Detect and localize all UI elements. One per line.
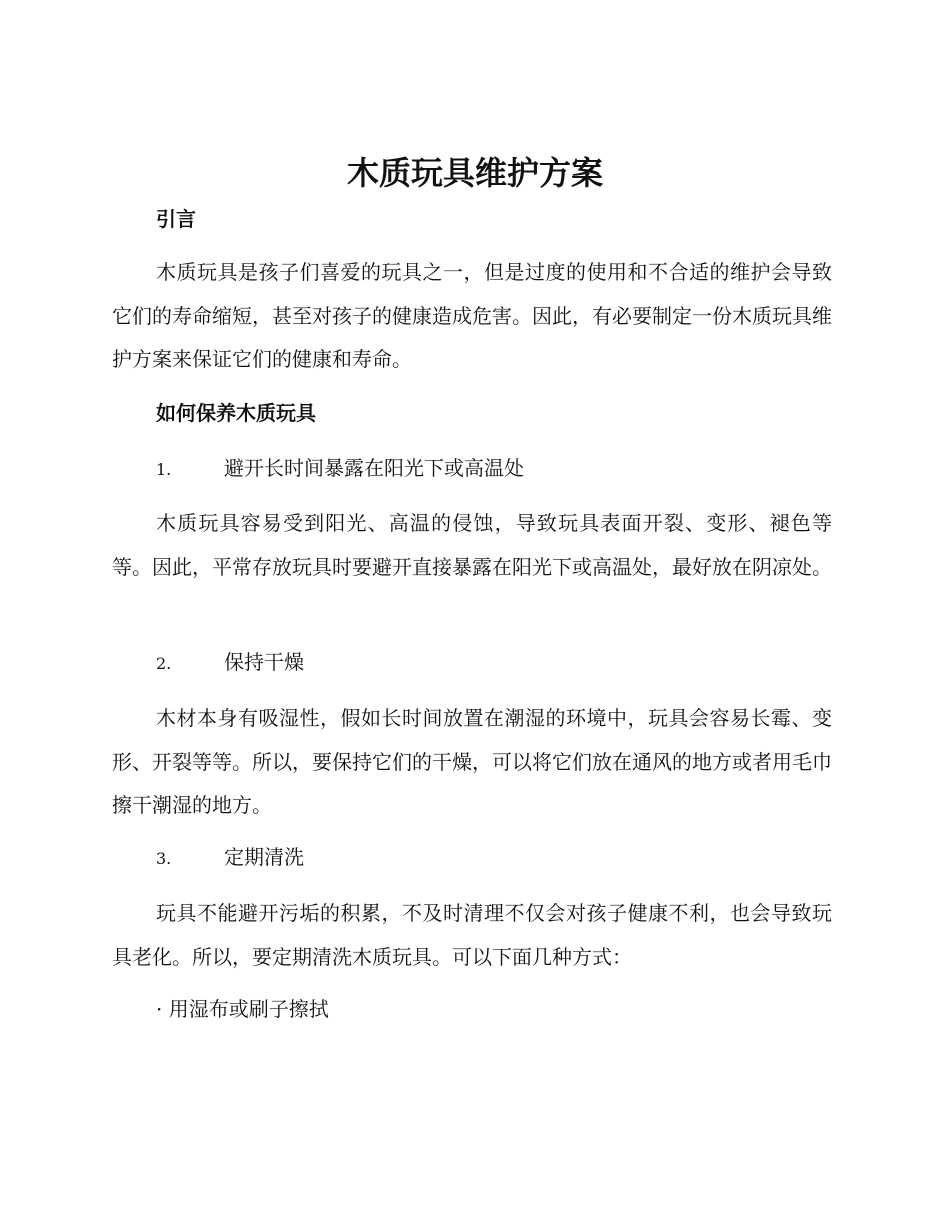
item-number: 2. [156,654,172,673]
numbered-item-3 [156,842,304,874]
bullet-item: · 用湿布或刷子擦拭 [156,997,329,1021]
item-number: 3. [156,849,172,868]
item-2-paragraph: 木材本身有吸湿性，假如长时间放置在潮湿的环境中，玩具会容易长霉、变形、开裂等等。所以，要保持它们的干燥，可以将它们放在通风的地方或者用毛巾擦干潮湿的地方。 [112,706,832,817]
care-heading: 如何保养木质玩具 [156,401,316,425]
item-number: 1. [156,460,172,479]
item-1-paragraph: 木质玩具容易受到阳光、高温的侵蚀，导致玩具表面开裂、变形、褪色等等。因此，平常存放玩具时要避开直接暴露在阳光下或高温处，最好放在阴凉处。 [112,511,832,579]
item-title: 定期清洗 [224,845,304,869]
numbered-item-1 [156,453,524,485]
item-3-paragraph: 玩具不能避开污垢的积累，不及时清理不仅会对孩子健康不利，也会导致玩具老化。所以，要定期清洗木质玩具。可以下面几种方式： [112,901,832,969]
intro-paragraph: 木质玩具是孩子们喜爱的玩具之一，但是过度的使用和不合适的维护会导致它们的寿命缩短，甚至对孩子的健康造成危害。因此，有必要制定一份木质玩具维护方案来保证它们的健康和寿命。 [112,260,832,371]
intro-heading: 引言 [156,207,196,231]
document-title: 木质玩具维护方案 [346,154,603,192]
item-title: 避开长时间暴露在阳光下或高温处 [224,456,524,480]
item-title: 保持干燥 [224,650,304,674]
numbered-item-2 [156,647,304,679]
